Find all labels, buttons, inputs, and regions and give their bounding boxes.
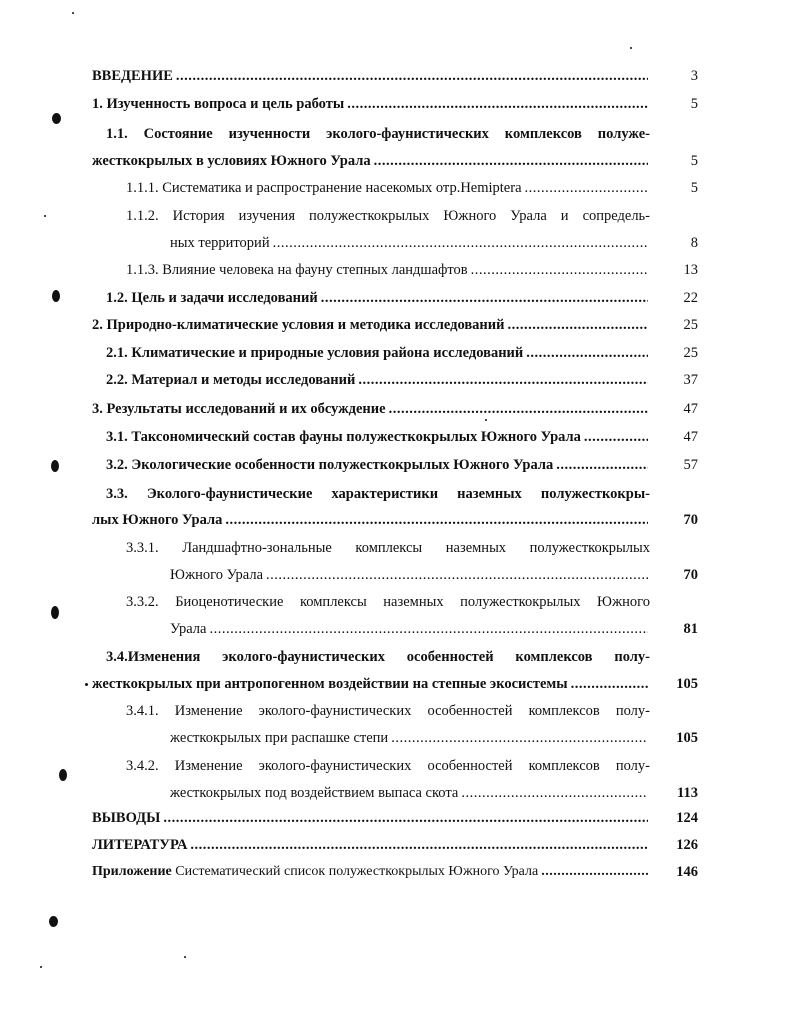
toc-entry-label: Южного Урала (170, 567, 264, 583)
toc-entry-section-3-4-1-line1 (126, 701, 650, 721)
toc-page-number: 105 (676, 676, 698, 692)
toc-entry-label: 3.4.Изменения эколого-фаунистических особенностей комплексов полу- (106, 649, 650, 665)
toc-entry-section-3-2 (106, 455, 648, 475)
toc-entry-label: 1. Изученность вопроса и цель работы (92, 96, 345, 112)
toc-entry-label: ВЫВОДЫ (92, 810, 161, 826)
toc-page-number: 37 (683, 372, 698, 388)
toc-entry-section-3-4-2-line1 (126, 756, 650, 776)
toc-entry-section-1-1-3 (126, 260, 648, 280)
toc-page-number: 25 (683, 345, 698, 361)
toc-page-number: 5 (690, 153, 698, 169)
toc-entry-label: 2. Природно-климатические условия и методика исследований (92, 317, 505, 333)
toc-entry-label: ВВЕДЕНИЕ (92, 68, 173, 84)
toc-entry-label: 3.3.1. Ландшафтно-зональные комплексы наземных полужесткокрылых (126, 540, 650, 556)
toc-entry-section-3-4-2-line2 (170, 783, 648, 803)
toc-entry-label: жесткокрылых при антропогенном воздействии на степные экосистемы (92, 676, 568, 692)
toc-entry-label: жесткокрылых в условиях Южного Урала (92, 153, 371, 169)
toc-entry-label: жесткокрылых под воздействием выпаса скота (170, 785, 459, 801)
scan-speck (52, 290, 60, 302)
toc-entry-section-3-3-2-line1 (126, 592, 650, 612)
toc-entry-label: 3.3. Эколого-фаунистические характеристики наземных полужесткокры- (106, 486, 650, 502)
toc-page-number: 57 (683, 457, 698, 473)
toc-entry-label: 1.2. Цель и задачи исследований (106, 290, 318, 306)
toc-entry-label: 2.1. Климатические и природные условия района исследований (106, 345, 524, 361)
toc-page-number: 146 (676, 864, 698, 880)
toc-entry-section-3-4-line2 (92, 674, 648, 694)
toc-page-number: 124 (676, 810, 698, 826)
toc-page-number: 126 (676, 837, 698, 853)
toc-entry-label: 3.3.2. Биоценотические комплексы наземных полужесткокрылых Южного (126, 594, 650, 610)
toc-entry-appendix (92, 862, 648, 882)
toc-entry-label: лых Южного Урала (92, 512, 223, 528)
toc-entry-section-3-3-line1 (106, 484, 650, 504)
toc-entry-label: 3. Результаты исследований и их обсуждение (92, 401, 386, 417)
toc-page-number: 70 (683, 512, 698, 528)
toc-entry-literature (92, 835, 648, 855)
scan-speck (49, 916, 58, 927)
toc-entry-label: 3.4.2. Изменение эколого-фаунистических особенностей комплексов полу- (126, 758, 650, 774)
toc-entry-section-3-3-1-line1 (126, 538, 650, 558)
toc-entry-section-1-1-line2 (92, 151, 648, 171)
toc-entry-section-3-3-line2 (92, 510, 648, 530)
scan-speck (59, 769, 67, 781)
toc-entry-section-3-3-1-line2 (170, 565, 648, 585)
scan-speck (44, 215, 46, 217)
toc-entry-label: ЛИТЕРАТУРА (92, 837, 188, 853)
appendix-label: Приложение (92, 864, 172, 879)
toc-entry-section-1-1-line1 (106, 124, 650, 144)
scan-speck (72, 12, 74, 14)
toc-page-number: 105 (676, 730, 698, 746)
toc-entry-label: жесткокрылых при распашке степи (170, 730, 389, 746)
scan-speck (51, 460, 59, 472)
toc-entry-label: 1.1.1. Систематика и распространение насекомых отр.Hemiptera (126, 180, 522, 196)
scan-speck (485, 419, 487, 421)
toc-page-number: 3 (690, 68, 698, 84)
toc-entry-section-2-1 (106, 343, 648, 363)
toc-entry-section-1-2 (106, 288, 648, 308)
toc-entry-section-1-1-1 (126, 178, 648, 198)
toc-entry-section-3-1 (106, 427, 648, 447)
toc-entry-label: 2.2. Материал и методы исследований (106, 372, 356, 388)
toc-entry-label: Урала (170, 621, 207, 637)
scan-speck (85, 683, 88, 686)
toc-page-number: 22 (683, 290, 698, 306)
toc-entry-label: ных территорий (170, 235, 270, 251)
toc-page-number: 5 (690, 96, 698, 112)
scan-speck (630, 47, 632, 49)
toc-entry-section-1-1-2-line2 (170, 233, 648, 253)
toc-page-number: 47 (683, 401, 698, 417)
toc-entry-conclusions (92, 808, 648, 828)
toc-page-number: 13 (683, 262, 698, 278)
toc-entry-chapter-2 (92, 315, 648, 335)
toc-entry-label: 3.4.1. Изменение эколого-фаунистических особенностей комплексов полу- (126, 703, 650, 719)
toc-page-number: 25 (683, 317, 698, 333)
toc-entry-section-1-1-2-line1 (126, 206, 650, 226)
toc-page-number: 70 (683, 567, 698, 583)
toc-entry-chapter-3 (92, 399, 648, 419)
toc-entry-label: 1.1. Состояние изученности эколого-фаунистических комплексов полуже- (106, 126, 650, 142)
appendix-title: Систематический список полужесткокрылых Южного Урала (175, 864, 539, 879)
scan-speck (184, 956, 186, 958)
toc-entry-label: 3.1. Таксономический состав фауны полужесткокрылых Южного Урала (106, 429, 581, 445)
scan-speck (51, 606, 59, 619)
scan-speck (52, 113, 61, 124)
toc-entry-label: 3.2. Экологические особенности полужесткокрылых Южного Урала (106, 457, 554, 473)
toc-page-number: 47 (683, 429, 698, 445)
toc-page-number: 8 (690, 235, 698, 251)
toc-page-number: 113 (677, 785, 698, 801)
toc-page-number: 81 (683, 621, 698, 637)
toc-page-number: 5 (690, 180, 698, 196)
toc-entry-chapter-1 (92, 94, 648, 114)
toc-entry-label: 1.1.2. История изучения полужесткокрылых Южного Урала и сопредель- (126, 208, 650, 224)
toc-entry-section-3-4-1-line2 (170, 728, 648, 748)
toc-entry-section-3-3-2-line2 (170, 619, 648, 639)
toc-entry-label: 1.1.3. Влияние человека на фауну степных ландшафтов (126, 262, 468, 278)
toc-entry-intro (92, 66, 648, 86)
toc-entry-section-3-4-line1 (106, 647, 650, 667)
scan-speck (40, 966, 42, 968)
toc-entry-section-2-2 (106, 370, 648, 390)
